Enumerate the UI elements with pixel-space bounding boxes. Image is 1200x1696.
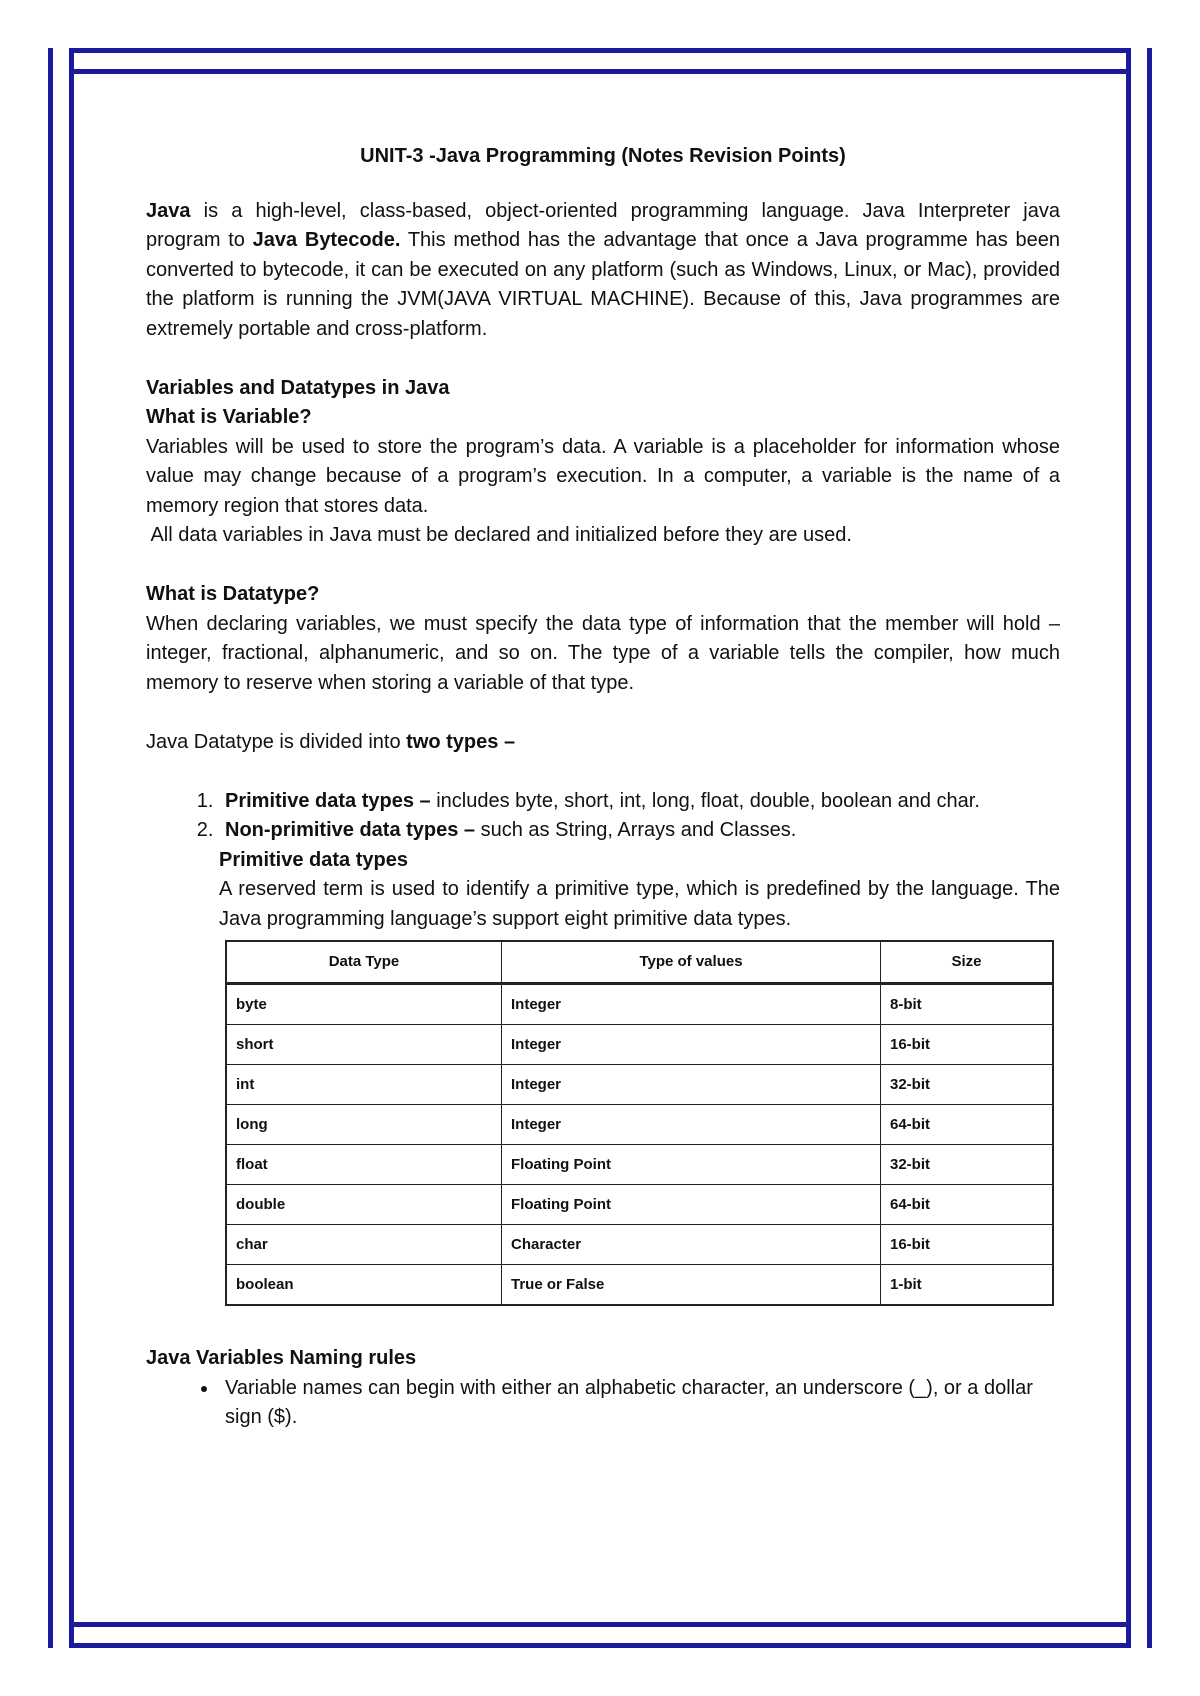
cell-size: 1-bit xyxy=(881,1265,1054,1306)
page-border-left xyxy=(48,48,74,1648)
list-item-bold: Non-primitive data types – xyxy=(225,819,476,841)
cell-values: Integer xyxy=(502,984,881,1025)
cell-size: 32-bit xyxy=(881,1145,1054,1185)
naming-rules-list xyxy=(146,1374,1060,1433)
header-size: Size xyxy=(881,941,1054,984)
list-item-bold: Primitive data types – xyxy=(225,789,431,812)
intro-bold-bytecode: Java Bytecode. xyxy=(252,229,401,251)
list-item xyxy=(219,816,1060,846)
datatype-heading: What is Datatype? xyxy=(146,583,320,605)
variables-heading: Variables and Datatypes in Java xyxy=(146,376,450,399)
division-text: Java Datatype is divided into xyxy=(146,730,407,753)
cell-size: 8-bit xyxy=(881,984,1054,1025)
variable-subheading: What is Variable? xyxy=(146,406,312,428)
document-body xyxy=(146,142,1060,1433)
cell-type: long xyxy=(226,1105,502,1145)
intro-paragraph xyxy=(146,197,1060,345)
cell-type: boolean xyxy=(226,1265,502,1306)
datatype-list xyxy=(146,787,1060,846)
list-item xyxy=(219,787,1060,817)
table-row xyxy=(226,1225,1053,1265)
cell-values: Integer xyxy=(502,1065,881,1105)
header-data-type: Data Type xyxy=(226,941,502,984)
cell-size: 16-bit xyxy=(881,1225,1054,1265)
datatype-paragraph: When declaring variables, we must specify the data type of information that the member will hold – integer, fractional, alphanumeric, and so on. The type of a variable tells the compiler, how much memory to reserve when storing a variable of that type. xyxy=(146,612,1060,694)
cell-values: Character xyxy=(502,1225,881,1265)
cell-size: 64-bit xyxy=(881,1105,1054,1145)
primitive-heading: Primitive data types xyxy=(219,848,408,871)
datatype-division xyxy=(146,728,1060,758)
intro-text-2: This method has the advantage that once a Java programme has been converted to bytecode, it can be executed on any platform (such as Windows, Linux, or Mac), provided the platform is running the JVM(JAVA VIRTUAL MACHINE). Because of this, Java programmes are extremely portable and cross-platform. xyxy=(146,229,1061,340)
variable-note: All data variables in Java must be declared and initialized before they are used. xyxy=(146,524,852,546)
cell-type: float xyxy=(226,1145,502,1185)
table-row xyxy=(226,1105,1053,1145)
cell-values: Integer xyxy=(502,1025,881,1065)
table-row xyxy=(226,1185,1053,1225)
division-bold: two types – xyxy=(406,730,516,753)
header-type-of-values: Type of values xyxy=(502,941,881,984)
cell-values: Floating Point xyxy=(502,1145,881,1185)
cell-type: short xyxy=(226,1025,502,1065)
table-row xyxy=(226,1145,1053,1185)
page-title: UNIT-3 -Java Programming (Notes Revision Points) xyxy=(360,145,846,167)
cell-values: Floating Point xyxy=(502,1185,881,1225)
page-border-right xyxy=(1126,48,1152,1648)
page-border-bottom xyxy=(48,1622,1152,1648)
cell-type: int xyxy=(226,1065,502,1105)
table-row xyxy=(226,1065,1053,1105)
primitive-paragraph: A reserved term is used to identify a primitive type, which is predefined by the language. The Java programming language’s support eight primitive data types. xyxy=(219,878,1060,930)
naming-rules-heading: Java Variables Naming rules xyxy=(146,1347,417,1369)
cell-size: 32-bit xyxy=(881,1065,1054,1105)
cell-type: char xyxy=(226,1225,502,1265)
cell-type: double xyxy=(226,1185,502,1225)
intro-text-1: is a high-level, class-based, object-oriented programming language. Java Interpreter java program to xyxy=(146,199,1060,251)
variable-paragraph: Variables will be used to store the program’s data. A variable is a placeholder for information whose value may change because of a program’s execution. In a computer, a variable is the name of a memory region that stores data. xyxy=(146,435,1060,517)
cell-size: 64-bit xyxy=(881,1185,1054,1225)
table-row xyxy=(226,1265,1053,1306)
table-row xyxy=(226,1025,1053,1065)
table-header-row xyxy=(226,941,1053,984)
page-border-top xyxy=(48,48,1152,74)
cell-values: Integer xyxy=(502,1105,881,1145)
list-item: • Variable names can begin with either an alphabetic character, an underscore (_), or a dollar sign ($). xyxy=(219,1374,1060,1433)
cell-size: 16-bit xyxy=(881,1025,1054,1065)
cell-values: True or False xyxy=(502,1265,881,1306)
primitive-types-table xyxy=(225,940,1054,1306)
list-item-text: such as String, Arrays and Classes. xyxy=(475,819,797,841)
list-item-text: includes byte, short, int, long, float, double, boolean and char. xyxy=(430,789,980,812)
table-row xyxy=(226,984,1053,1025)
cell-type: byte xyxy=(226,984,502,1025)
intro-lead: Java xyxy=(146,199,191,222)
